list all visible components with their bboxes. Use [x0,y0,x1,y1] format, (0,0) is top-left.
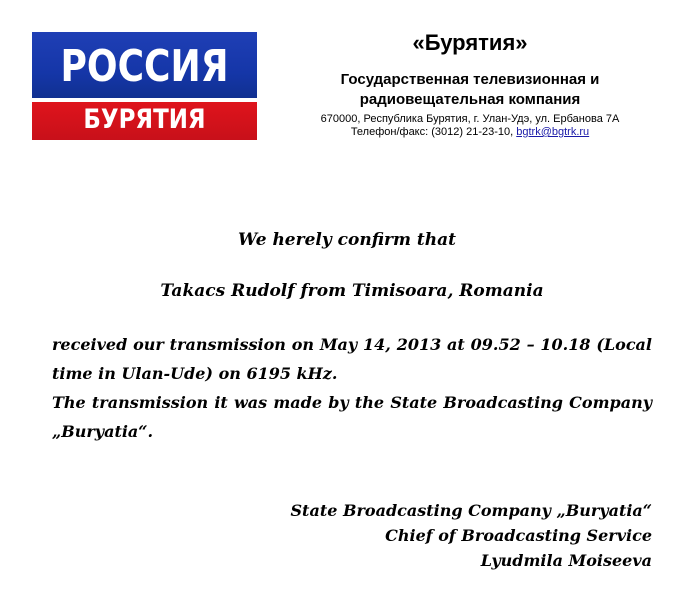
reception-details: received our transmission on May 14, 2013 at 09.52 – 10.18 (Local time in Ulan-Ude) on 6195 kHz. [52,335,652,383]
logo-word-rossiya: РОССИЯ [60,41,229,92]
company-email-link[interactable]: bgtrk@bgtrk.ru [516,126,590,138]
company-address: 670000, Республика Бурятия, г. Улан-Удэ, ул. Ербанова 7А [320,113,620,125]
company-phone: Телефон/факс: (3012) 21-23-10, [350,126,514,138]
company-phone-line [290,126,650,139]
rossiya-buryatia-logo [32,32,257,140]
reception-paragraph [52,330,652,446]
company-description-line2: радиовещательная компания [359,91,581,108]
logo-white-stripe [32,98,257,102]
listener-line: Takacs Rudolf from Timisoara, Romania [160,281,544,301]
company-name: «Бурятия» [412,30,528,55]
signature-company: State Broadcasting Company „Buryatia“ [290,501,652,520]
company-contacts [290,113,650,139]
logo-word-buryatia: БУРЯТИЯ [83,104,206,135]
company-description-line1: Государственная телевизионная и [340,71,600,88]
broadcaster-note: The transmission it was made by the State Broadcasting Company „Buryatia“. [52,393,652,441]
signature-block [291,498,653,573]
signature-title: Chief of Broadcasting Service [385,526,652,545]
confirm-line: We herely confirm that [238,230,456,250]
signature-name: Lyudmila Moiseeva [480,551,652,570]
company-description [290,70,650,110]
